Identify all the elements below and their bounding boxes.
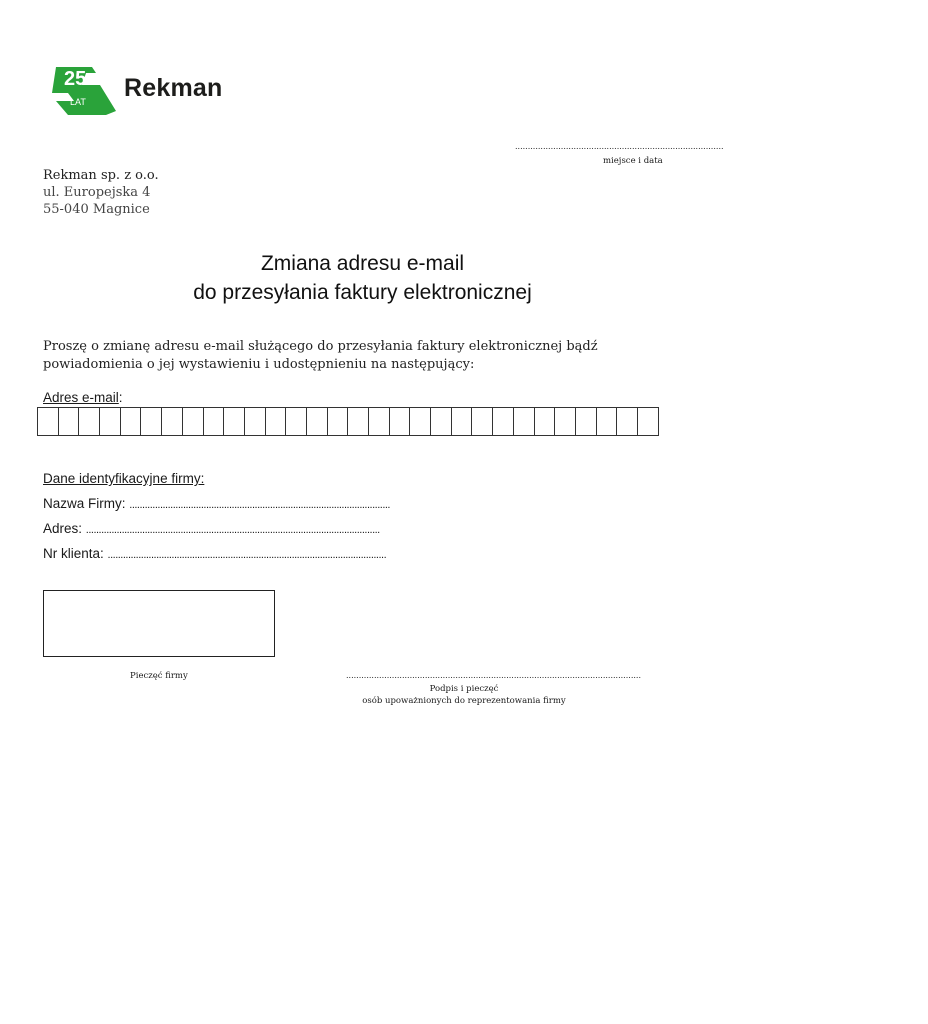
email-char-cell[interactable] [121, 408, 142, 435]
email-char-cell[interactable] [555, 408, 576, 435]
email-char-cell[interactable] [638, 408, 659, 435]
email-char-cell[interactable] [286, 408, 307, 435]
signature-line: .................................................................................................................... [346, 671, 641, 680]
place-date-label: miejsce i data [603, 156, 663, 166]
email-char-cell[interactable] [369, 408, 390, 435]
logo-badge-text: LAT [70, 97, 86, 107]
firm-name-dots: ...................................................................................................... [129, 499, 390, 511]
email-char-cell[interactable] [141, 408, 162, 435]
email-char-cell[interactable] [224, 408, 245, 435]
firm-section-title: Dane identyfikacyjne firmy: [43, 471, 205, 486]
address-street: ul. Europejska 4 [43, 185, 151, 200]
email-char-cell[interactable] [38, 408, 59, 435]
email-char-cell[interactable] [266, 408, 287, 435]
email-char-cell[interactable] [307, 408, 328, 435]
document-title-line1: Zmiana adresu e-mail [260, 252, 465, 275]
client-number-dots: ............................................................................................................. [107, 549, 387, 561]
email-char-cell[interactable] [59, 408, 80, 435]
signature-sublabel: osób upoważnionych do reprezentowania firmy [362, 696, 566, 706]
request-text: Proszę o zmianę adresu e-mail służącego do przesyłania faktury elektronicznej bądź powiadomienia o jej wystawieniu i udostępnieniu na następujący: [43, 339, 598, 372]
email-char-cell[interactable] [597, 408, 618, 435]
email-input-grid[interactable] [37, 407, 659, 436]
email-char-cell[interactable] [204, 408, 225, 435]
firm-address-label: Adres: [43, 521, 86, 536]
signature-label: Podpis i pieczęć [429, 684, 499, 694]
firm-name-label: Nazwa Firmy: [43, 496, 130, 511]
client-number-field[interactable] [43, 546, 386, 561]
email-char-cell[interactable] [79, 408, 100, 435]
email-label-colon: : [118, 390, 123, 405]
email-char-cell[interactable] [162, 408, 183, 435]
email-char-cell[interactable] [328, 408, 349, 435]
email-char-cell[interactable] [576, 408, 597, 435]
email-char-cell[interactable] [410, 408, 431, 435]
email-char-cell[interactable] [493, 408, 514, 435]
place-date-line: .................................................................................. [515, 142, 724, 151]
document-title-line2: do przesyłania faktury elektronicznej [193, 281, 532, 304]
company-stamp-box[interactable] [43, 590, 275, 657]
email-char-cell[interactable] [535, 408, 556, 435]
logo-wordmark: Rekman [124, 74, 223, 102]
company-stamp-label: Pieczęć firmy [130, 671, 188, 681]
email-char-cell[interactable] [431, 408, 452, 435]
email-label-text: Adres e-mail [43, 390, 119, 405]
email-char-cell[interactable] [390, 408, 411, 435]
email-label [43, 390, 123, 405]
client-number-label: Nr klienta: [43, 546, 108, 561]
logo-badge-number: 25 [64, 68, 87, 90]
firm-address-field[interactable] [43, 521, 380, 536]
logo-badge [52, 67, 116, 115]
email-char-cell[interactable] [452, 408, 473, 435]
firm-name-field[interactable] [43, 496, 390, 511]
address-company: Rekman sp. z o.o. [43, 168, 159, 183]
firm-address-dots: ................................................................................................................... [85, 524, 380, 536]
email-char-cell[interactable] [472, 408, 493, 435]
email-char-cell[interactable] [514, 408, 535, 435]
email-char-cell[interactable] [183, 408, 204, 435]
email-char-cell[interactable] [617, 408, 638, 435]
email-char-cell[interactable] [245, 408, 266, 435]
address-city: 55-040 Magnice [43, 202, 150, 217]
email-char-cell[interactable] [100, 408, 121, 435]
email-char-cell[interactable] [348, 408, 369, 435]
